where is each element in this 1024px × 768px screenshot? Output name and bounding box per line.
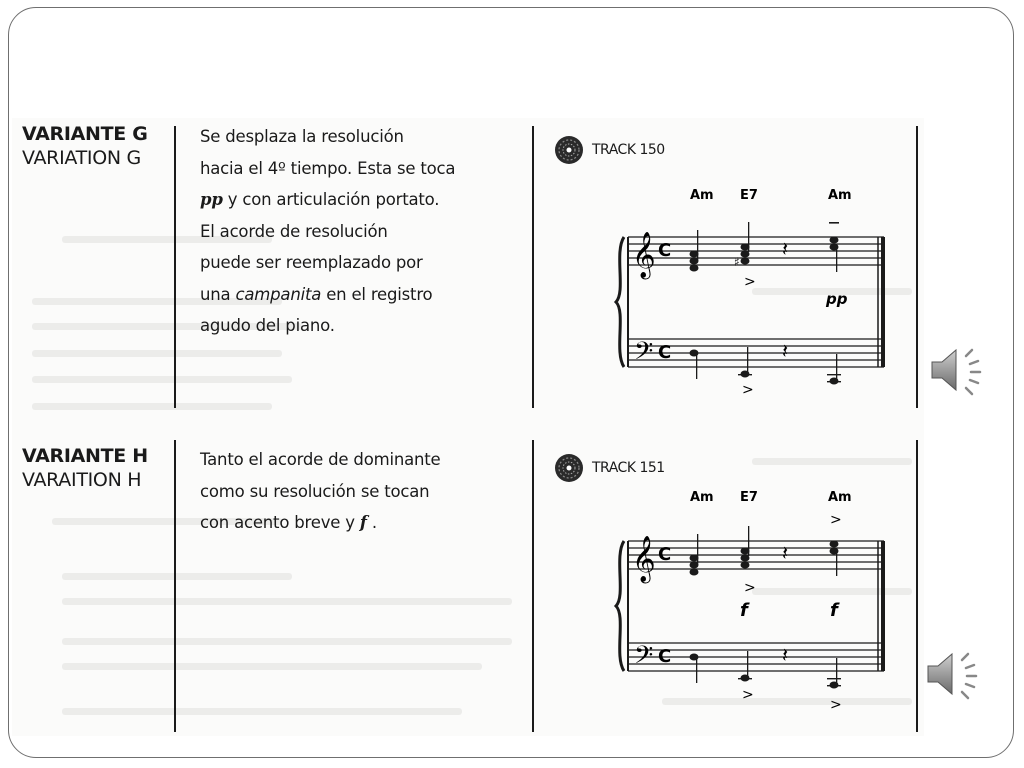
bleed-through (32, 376, 292, 383)
desc-text: . (366, 513, 377, 532)
rest: 𝄽 (782, 643, 789, 667)
chord-symbol: Am (690, 188, 714, 203)
scanned-page (12, 118, 924, 736)
chord-symbol: E7 (740, 188, 758, 203)
chord-symbol: Am (690, 490, 714, 505)
column-divider (532, 440, 534, 732)
brace (616, 541, 624, 671)
score-variant-g (612, 182, 897, 417)
cd-icon (554, 453, 584, 483)
desc-line: El acorde de resolución (200, 221, 388, 241)
treble-clef: 𝄞 (632, 232, 656, 278)
column-divider (174, 126, 176, 408)
desc-line (200, 279, 520, 311)
track-label: TRACK 151 (592, 460, 665, 476)
column-divider (174, 440, 176, 732)
desc-line: Tanto el acorde de dominante (200, 450, 441, 469)
track-150 (554, 134, 665, 166)
variant-title: VARIANTE G (22, 123, 148, 145)
bleed-through (32, 350, 282, 357)
bleed-through (32, 403, 272, 410)
dynamic-marking: pp (826, 290, 848, 308)
bleed-through (62, 708, 462, 715)
variant-title: VARIANTE H (22, 445, 148, 467)
desc-line (200, 184, 520, 216)
bleed-through (62, 663, 482, 670)
rest: 𝄽 (782, 237, 789, 261)
track-label: TRACK 150 (592, 142, 665, 158)
desc-line (200, 507, 520, 539)
variant-subtitle: VARIATION G (22, 147, 141, 169)
bleed-through (752, 458, 912, 465)
rest: 𝄽 (782, 339, 789, 363)
desc-text: con acento breve y (200, 513, 360, 532)
column-divider (916, 440, 918, 732)
time-signature: C (658, 240, 672, 261)
chord-symbol: Am (828, 188, 852, 203)
column-divider (916, 126, 918, 408)
svg-text:♯: ♯ (734, 255, 740, 269)
variant-h-description (200, 444, 520, 539)
cd-icon (554, 135, 584, 165)
desc-line: hacia el 4º tiempo. Esta se toca (200, 158, 456, 178)
chord-symbol: E7 (740, 490, 758, 505)
rest: 𝄽 (782, 541, 789, 565)
chord-symbol: Am (828, 490, 852, 505)
desc-line: Se desplaza la resolución (200, 127, 404, 146)
desc-line: puede ser reemplazado por (200, 253, 423, 272)
desc-text: y con articulación portato. (222, 190, 440, 209)
bleed-through (62, 598, 512, 605)
dynamic-marking: f (359, 513, 367, 532)
variant-h-title (22, 444, 172, 492)
time-signature: C (658, 646, 672, 667)
dynamic-marking: pp (200, 190, 223, 209)
dynamic-marking: f (830, 600, 838, 621)
bass-clef: 𝄢 (634, 641, 654, 676)
desc-line: agudo del piano. (200, 316, 335, 335)
accent: > (744, 580, 756, 596)
column-divider (532, 126, 534, 408)
accent: > (742, 382, 754, 398)
accent: > (830, 512, 842, 528)
variant-subtitle: VARAITION H (22, 469, 142, 491)
track-151 (554, 452, 665, 484)
bass-clef: 𝄢 (634, 337, 654, 372)
variant-g-title (22, 122, 172, 170)
time-signature: C (658, 342, 672, 363)
accent: > (830, 697, 842, 713)
brace (616, 237, 624, 367)
dynamic-marking: f (740, 600, 748, 621)
time-signature: C (658, 544, 672, 565)
bleed-through (62, 573, 292, 580)
desc-text: una (200, 284, 236, 304)
bleed-through (62, 638, 512, 645)
treble-clef: 𝄞 (632, 536, 656, 582)
variant-g-description (200, 121, 520, 342)
desc-line: como su resolución se tocan (200, 481, 430, 501)
accent: > (744, 274, 756, 290)
desc-emphasis: campanita (235, 284, 322, 304)
accent: > (742, 687, 754, 703)
speaker-icon[interactable] (928, 342, 992, 398)
score-variant-h (612, 484, 897, 734)
desc-text: en el registro (321, 284, 433, 304)
speaker-icon[interactable] (924, 646, 988, 702)
